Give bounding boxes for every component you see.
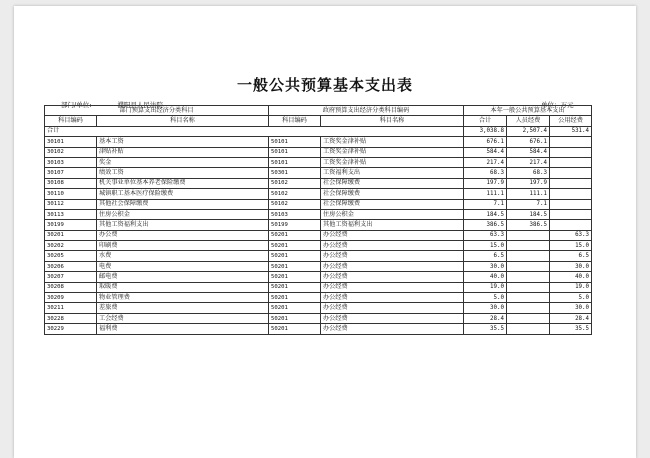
- cell-public: 5.0: [550, 293, 592, 303]
- cell-name: 取暖费: [97, 282, 269, 292]
- cell-code: 30199: [45, 220, 97, 230]
- page-title: 一般公共预算基本支出表: [236, 76, 413, 94]
- cell-personnel: [507, 293, 550, 303]
- cell-name: 工会经费: [97, 313, 269, 323]
- cell-name: 物业管理费: [97, 293, 269, 303]
- cell-gov-name: 办公经费: [321, 261, 464, 271]
- cell-gov-name: 办公经费: [321, 293, 464, 303]
- cell-public: 35.5: [550, 324, 592, 334]
- col-header-code: 科目编码: [45, 116, 97, 126]
- cell-name: 奖金: [97, 157, 269, 167]
- cell-total: 68.3: [464, 168, 507, 178]
- cell-code: 30110: [45, 189, 97, 199]
- cell-gov-name: 办公经费: [321, 282, 464, 292]
- table-row: [45, 324, 592, 334]
- cell-total: 19.0: [464, 282, 507, 292]
- cell-personnel: [507, 230, 550, 240]
- cell-public: [550, 178, 592, 188]
- cell-name: 其他工资福利支出: [97, 220, 269, 230]
- cell-code: 30112: [45, 199, 97, 209]
- cell-gov-name: 办公经费: [321, 324, 464, 334]
- group-header-dept-econ: 部门预算支出经济分类科目: [45, 106, 269, 116]
- cell-code: 30102: [45, 147, 97, 157]
- cell-name: 印刷费: [97, 241, 269, 251]
- cell-name: 津贴补贴: [97, 147, 269, 157]
- cell-personnel: 184.5: [507, 209, 550, 219]
- cell-name: 电费: [97, 261, 269, 271]
- cell-personnel: 676.1: [507, 137, 550, 147]
- cell-gov-code: 50201: [269, 293, 321, 303]
- cell-total: 30.0: [464, 303, 507, 313]
- cell-name: 绩效工资: [97, 168, 269, 178]
- cell-code: 30107: [45, 168, 97, 178]
- cell-gov-code: 50102: [269, 178, 321, 188]
- cell-personnel: [507, 303, 550, 313]
- cell-public: [550, 137, 592, 147]
- cell-public: 15.0: [550, 241, 592, 251]
- cell-code: 30229: [45, 324, 97, 334]
- cell-gov-code: 50201: [269, 282, 321, 292]
- table-row: [45, 147, 592, 157]
- cell-gov-name: 工资奖金津补贴: [321, 147, 464, 157]
- cell-total: 676.1: [464, 137, 507, 147]
- cell-public: [550, 189, 592, 199]
- total-total: 3,038.8: [464, 126, 507, 136]
- cell-total: 184.5: [464, 209, 507, 219]
- cell-public: 28.4: [550, 313, 592, 323]
- cell-personnel: 584.4: [507, 147, 550, 157]
- group-header-budget: 本年一般公共预算基本支出: [464, 106, 592, 116]
- cell-gov-name: 办公经费: [321, 230, 464, 240]
- cell-gov-name: 办公经费: [321, 272, 464, 282]
- cell-gov-code: 50103: [269, 209, 321, 219]
- cell-personnel: [507, 313, 550, 323]
- total-public: 531.4: [550, 126, 592, 136]
- table-row: [45, 303, 592, 313]
- cell-total: 5.0: [464, 293, 507, 303]
- cell-public: [550, 220, 592, 230]
- cell-code: 30206: [45, 261, 97, 271]
- cell-personnel: [507, 324, 550, 334]
- cell-gov-code: 50101: [269, 157, 321, 167]
- total-personnel: 2,507.4: [507, 126, 550, 136]
- cell-total: 197.9: [464, 178, 507, 188]
- cell-total: 6.5: [464, 251, 507, 261]
- cell-name: 水费: [97, 251, 269, 261]
- column-header-row: [45, 116, 592, 126]
- cell-gov-code: 50101: [269, 147, 321, 157]
- table-row: [45, 178, 592, 188]
- col-header-name: 科目名称: [97, 116, 269, 126]
- table-row: [45, 199, 592, 209]
- budget-table: [44, 105, 592, 335]
- cell-public: 6.5: [550, 251, 592, 261]
- cell-gov-name: 社会保障缴费: [321, 189, 464, 199]
- col-header-gov-name: 科目名称: [321, 116, 464, 126]
- cell-gov-name: 社会保障缴费: [321, 178, 464, 188]
- department-label: 部门/单位:: [61, 101, 92, 109]
- cell-gov-code: 50301: [269, 168, 321, 178]
- cell-total: 111.1: [464, 189, 507, 199]
- table-row: [45, 137, 592, 147]
- cell-name: 基本工资: [97, 137, 269, 147]
- cell-name: 差旅费: [97, 303, 269, 313]
- table-row: [45, 220, 592, 230]
- cell-name: 福利费: [97, 324, 269, 334]
- table-row: [45, 230, 592, 240]
- department-value: 濮阳县人民法院: [117, 101, 163, 109]
- cell-public: 40.0: [550, 272, 592, 282]
- cell-total: 40.0: [464, 272, 507, 282]
- table-row: [45, 189, 592, 199]
- col-header-gov-code: 科目编码: [269, 116, 321, 126]
- table-row: [45, 168, 592, 178]
- cell-gov-name: 工资福利支出: [321, 168, 464, 178]
- cell-code: 30202: [45, 241, 97, 251]
- table-row: [45, 209, 592, 219]
- cell-public: [550, 209, 592, 219]
- cell-gov-name: 办公经费: [321, 303, 464, 313]
- table-row: [45, 313, 592, 323]
- cell-public: 19.0: [550, 282, 592, 292]
- col-header-public: 公用经费: [550, 116, 592, 126]
- cell-code: 30103: [45, 157, 97, 167]
- cell-total: 30.0: [464, 261, 507, 271]
- cell-personnel: 217.4: [507, 157, 550, 167]
- table-row: [45, 293, 592, 303]
- cell-gov-name: 社会保障缴费: [321, 199, 464, 209]
- table-row: [45, 272, 592, 282]
- cell-total: 7.1: [464, 199, 507, 209]
- cell-total: 28.4: [464, 313, 507, 323]
- cell-public: 30.0: [550, 303, 592, 313]
- cell-gov-name: 工资奖金津补贴: [321, 157, 464, 167]
- cell-name: 机关事业单位基本养老保险缴费: [97, 178, 269, 188]
- cell-total: 584.4: [464, 147, 507, 157]
- cell-gov-name: 办公经费: [321, 241, 464, 251]
- col-header-personnel: 人员经费: [507, 116, 550, 126]
- cell-name: 住房公积金: [97, 209, 269, 219]
- cell-public: [550, 168, 592, 178]
- cell-gov-name: 办公经费: [321, 313, 464, 323]
- cell-public: [550, 147, 592, 157]
- table-row: [45, 241, 592, 251]
- cell-total: 386.5: [464, 220, 507, 230]
- cell-code: 30101: [45, 137, 97, 147]
- cell-gov-code: 50102: [269, 189, 321, 199]
- cell-total: 63.3: [464, 230, 507, 240]
- cell-gov-code: 50201: [269, 303, 321, 313]
- cell-personnel: 197.9: [507, 178, 550, 188]
- col-header-total: 合计: [464, 116, 507, 126]
- cell-personnel: [507, 261, 550, 271]
- cell-personnel: [507, 272, 550, 282]
- cell-gov-code: 50201: [269, 272, 321, 282]
- group-header-row: [45, 106, 592, 116]
- cell-name: 办公费: [97, 230, 269, 240]
- cell-total: 15.0: [464, 241, 507, 251]
- cell-personnel: [507, 282, 550, 292]
- cell-gov-code: 50101: [269, 137, 321, 147]
- cell-public: 63.3: [550, 230, 592, 240]
- cell-gov-code: 50201: [269, 251, 321, 261]
- cell-personnel: 7.1: [507, 199, 550, 209]
- cell-code: 30108: [45, 178, 97, 188]
- cell-public: [550, 199, 592, 209]
- cell-gov-code: 50199: [269, 220, 321, 230]
- group-header-gov-econ: 政府预算支出经济分类科目编码: [269, 106, 464, 116]
- cell-personnel: 386.5: [507, 220, 550, 230]
- table-row: [45, 157, 592, 167]
- cell-code: 30201: [45, 230, 97, 240]
- cell-gov-code: 50201: [269, 241, 321, 251]
- cell-total: 217.4: [464, 157, 507, 167]
- cell-code: 30208: [45, 282, 97, 292]
- cell-name: 城镇职工基本医疗保险缴费: [97, 189, 269, 199]
- cell-total: 35.5: [464, 324, 507, 334]
- cell-personnel: [507, 251, 550, 261]
- cell-gov-code: 50201: [269, 324, 321, 334]
- cell-name: 其他社会保障缴费: [97, 199, 269, 209]
- table-row: [45, 282, 592, 292]
- cell-gov-code: 50201: [269, 261, 321, 271]
- table-row: [45, 251, 592, 261]
- cell-public: 30.0: [550, 261, 592, 271]
- cell-gov-code: 50201: [269, 313, 321, 323]
- cell-code: 30211: [45, 303, 97, 313]
- cell-code: 30209: [45, 293, 97, 303]
- cell-gov-code: 50102: [269, 199, 321, 209]
- cell-public: [550, 157, 592, 167]
- cell-code: 30207: [45, 272, 97, 282]
- cell-personnel: [507, 241, 550, 251]
- table-row: [45, 261, 592, 271]
- total-row: [45, 126, 592, 136]
- cell-code: 30205: [45, 251, 97, 261]
- cell-personnel: 111.1: [507, 189, 550, 199]
- cell-gov-code: 50201: [269, 230, 321, 240]
- cell-code: 30113: [45, 209, 97, 219]
- cell-personnel: 68.3: [507, 168, 550, 178]
- unit-label: 单位：万元: [541, 101, 574, 109]
- cell-name: 邮电费: [97, 272, 269, 282]
- total-label: 合计: [45, 126, 464, 136]
- cell-gov-name: 住房公积金: [321, 209, 464, 219]
- cell-code: 30228: [45, 313, 97, 323]
- cell-gov-name: 其他工资福利支出: [321, 220, 464, 230]
- cell-gov-name: 办公经费: [321, 251, 464, 261]
- cell-gov-name: 工资奖金津补贴: [321, 137, 464, 147]
